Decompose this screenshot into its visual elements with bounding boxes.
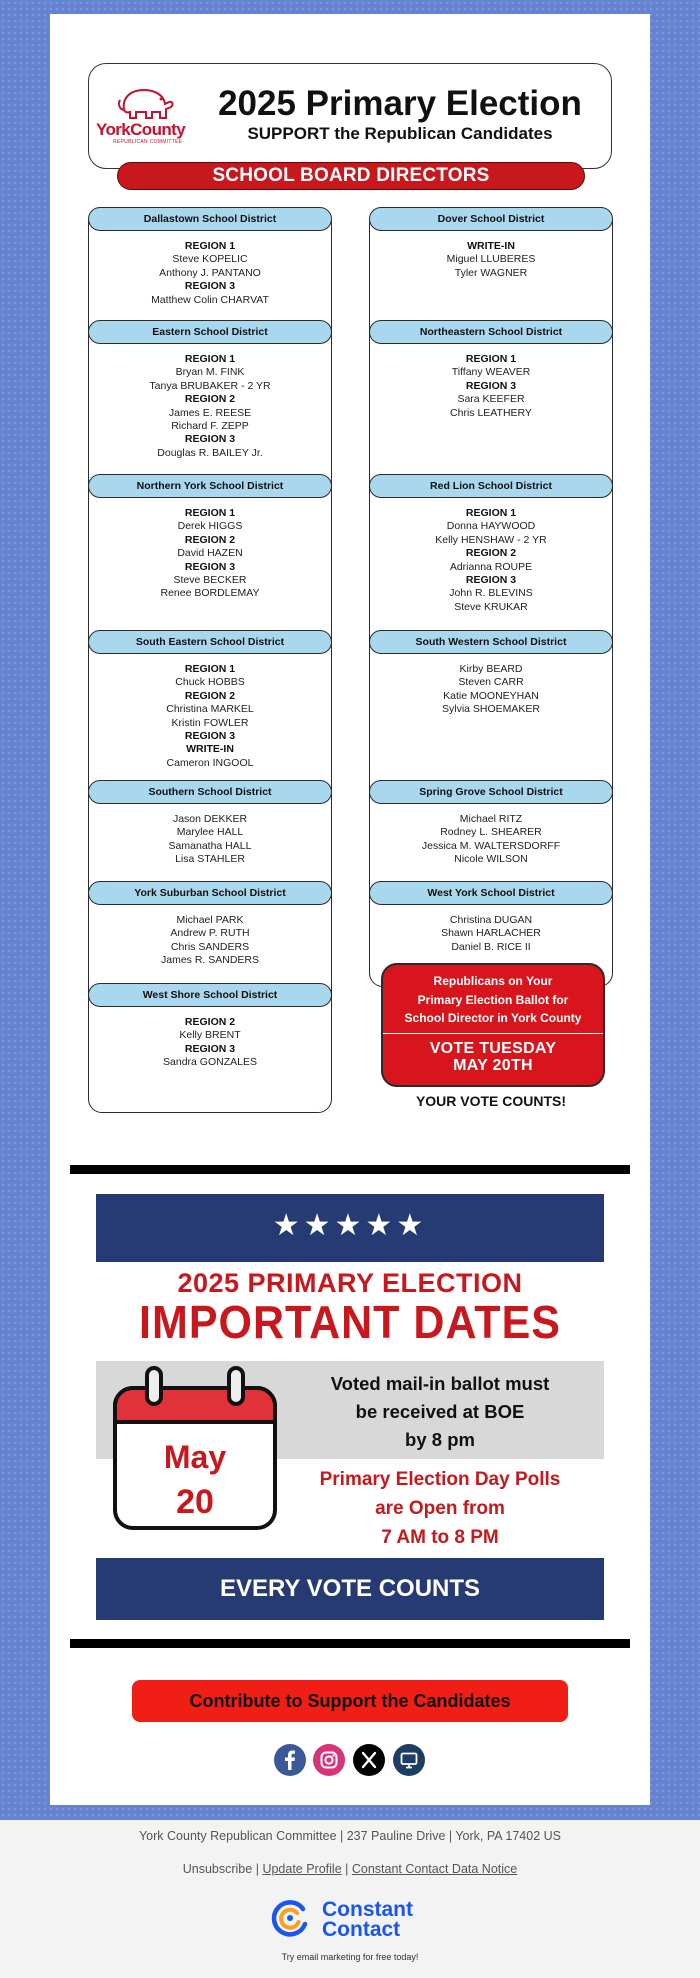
footer-links (0, 1862, 700, 1876)
district-candidates (369, 663, 613, 717)
elephant-icon (116, 84, 176, 122)
candidate-name: Tanya BRUBAKER - 2 YR (149, 379, 271, 392)
district-candidates (369, 507, 613, 614)
district-candidates (369, 353, 613, 420)
calendar-day: 20 (176, 1483, 214, 1521)
candidate-name: Derek HIGGS (177, 520, 243, 533)
candidate-name: Steven CARR (458, 676, 524, 689)
region-label: REGION 1 (184, 663, 236, 675)
candidate-name: Steve BECKER (173, 574, 247, 587)
candidate-name: Chuck HOBBS (175, 676, 245, 689)
candidate-name: David HAZEN (177, 547, 243, 560)
candidate-name: John R. BLEVINS (449, 587, 533, 600)
logo-text: YorkCounty (96, 120, 186, 139)
stars-icon: ★★★★★ (272, 1209, 428, 1242)
your-vote-counts-text: YOUR VOTE COUNTS! (415, 1093, 567, 1109)
candidate-name: Steve KOPELIC (172, 253, 248, 266)
candidate-name: Kelly BRENT (179, 1029, 241, 1042)
district-name-pill: West Shore School District (88, 983, 332, 1007)
candidate-name: Samanatha HALL (168, 839, 252, 852)
page-title: 2025 Primary Election (218, 84, 582, 123)
divider-bar-top (70, 1165, 630, 1174)
district-name-pill: West York School District (369, 881, 613, 905)
candidate-name: Sylvia SHOEMAKER (441, 703, 541, 716)
calendar-icon (113, 1366, 279, 1530)
region-label: WRITE-IN (186, 743, 234, 756)
region-label: REGION 2 (184, 393, 236, 406)
polls-open-text: Primary Election Day Polls are Open from 7 AM to 8 PM (319, 1469, 561, 1548)
region-label: REGION 1 (184, 353, 236, 365)
region-label: REGION 2 (184, 1016, 236, 1028)
district-candidates (88, 240, 332, 307)
district-name-pill: Dover School District (369, 207, 613, 231)
candidate-name: Jessica M. WALTERSDORFF (421, 839, 561, 852)
calendar-month: May (163, 1439, 227, 1475)
district-name-pill: York Suburban School District (88, 881, 332, 905)
region-label: REGION 2 (184, 689, 236, 702)
candidate-name: Kirby BEARD (459, 663, 523, 675)
candidate-name: Shawn HARLACHER (441, 927, 541, 940)
candidate-name: Katie MOONEYHAN (443, 689, 539, 702)
candidate-name: Sara KEEFER (457, 393, 525, 406)
candidate-name: Renee BORDLEMAY (160, 587, 260, 600)
footer-separator: | (345, 1862, 352, 1876)
candidate-name: Douglas R. BAILEY Jr. (157, 446, 263, 459)
region-label: REGION 3 (184, 730, 236, 743)
region-label: REGION 3 (465, 379, 517, 392)
candidate-name: Christina MARKEL (166, 703, 254, 716)
candidate-name: Michael RITZ (459, 813, 523, 825)
candidate-name: Anthony J. PANTANO (159, 266, 261, 279)
candidate-name: Nicole WILSON (454, 853, 528, 866)
website-icon[interactable] (393, 1744, 425, 1776)
region-label: REGION 2 (184, 533, 236, 546)
candidate-name: James R. SANDERS (160, 954, 260, 967)
district-name-pill: Northern York School District (88, 474, 332, 498)
footer-address: York County Republican Committee | 237 Pauline Drive | York, PA 17402 US (138, 1829, 561, 1843)
district-name-pill: South Western School District (369, 630, 613, 654)
district-candidates (88, 914, 332, 968)
vote-callout-card (381, 963, 605, 1087)
region-label: REGION 3 (184, 433, 236, 446)
district-candidates (88, 813, 332, 867)
region-label: REGION 1 (184, 240, 236, 252)
district-candidates (88, 507, 332, 601)
district-candidates (88, 1016, 332, 1070)
section-title-bar: SCHOOL BOARD DIRECTORS (117, 162, 585, 190)
district-candidates (369, 813, 613, 867)
district-name-pill: Southern School District (88, 780, 332, 804)
unsubscribe-link[interactable]: Unsubscribe (182, 1862, 253, 1876)
region-label: REGION 3 (184, 280, 236, 293)
york-county-logo (96, 84, 196, 148)
candidate-name: Tyler WAGNER (454, 266, 528, 279)
candidate-name: Cameron INGOOL (166, 756, 254, 769)
region-label: REGION 3 (184, 560, 236, 573)
region-label: WRITE-IN (467, 240, 515, 252)
candidate-name: Chris SANDERS (170, 940, 250, 953)
district-candidates (88, 663, 332, 770)
region-label: REGION 2 (465, 547, 517, 560)
region-label: REGION 3 (184, 1042, 236, 1055)
candidate-name: Tiffany WEAVER (451, 366, 531, 379)
constant-contact-brand[interactable]: Constant Contact (322, 1898, 413, 1941)
candidate-name: Matthew Colin CHARVAT (151, 293, 269, 306)
dates-title-line2: IMPORTANT DATES (139, 1297, 561, 1349)
district-name-pill: Dallastown School District (88, 207, 332, 231)
district-name-pill: South Eastern School District (88, 630, 332, 654)
candidate-name: Lisa STAHLER (175, 853, 245, 866)
facebook-icon[interactable] (274, 1744, 306, 1776)
region-label: REGION 3 (465, 574, 517, 587)
update-profile-link[interactable]: Update Profile (262, 1862, 342, 1876)
candidate-name: Richard F. ZEPP (171, 420, 249, 433)
candidate-name: Chris LEATHERY (450, 406, 532, 419)
district-name-pill: Red Lion School District (369, 474, 613, 498)
candidate-name: Daniel B. RICE II (451, 940, 531, 953)
constant-contact-tagline[interactable]: Try email marketing for free today! (281, 1952, 419, 1962)
candidate-name: Michael PARK (176, 914, 244, 926)
every-vote-counts-banner: EVERY VOTE COUNTS (96, 1558, 604, 1620)
x-icon[interactable] (353, 1744, 385, 1776)
district-name-pill: Eastern School District (88, 320, 332, 344)
candidate-name: Andrew P. RUTH (170, 927, 250, 940)
candidate-name: Adrianna ROUPE (449, 560, 533, 573)
region-label: REGION 1 (184, 507, 236, 519)
candidate-name: James E. REESE (168, 406, 252, 419)
district-candidates (88, 353, 332, 460)
district-candidates (369, 914, 613, 954)
callout-text: Republicans on Your Primary Election Ballot for School Director in York County (404, 974, 582, 1025)
contribute-button[interactable]: Contribute to Support the Candidates (132, 1680, 568, 1722)
logo-subtext: REPUBLICAN COMMITTEE (113, 139, 183, 145)
footer-separator: | (255, 1862, 263, 1876)
district-name-pill: Spring Grove School District (369, 780, 613, 804)
candidate-name: Jason DEKKER (172, 813, 248, 825)
dates-title-line1: 2025 PRIMARY ELECTION (177, 1268, 523, 1298)
candidate-name: Christina DUGAN (449, 914, 533, 926)
divider-bar-bottom (70, 1639, 630, 1648)
candidate-name: Rodney L. SHEARER (440, 826, 542, 839)
candidate-name: Sandra GONZALES (163, 1056, 257, 1069)
candidate-name: Kristin FOWLER (171, 716, 249, 729)
region-label: REGION 1 (465, 353, 517, 365)
page-subtitle: SUPPORT the Republican Candidates (247, 124, 553, 143)
callout-divider (383, 1033, 603, 1034)
candidate-name: Marylee HALL (176, 826, 244, 839)
candidate-name: Steve KRUKAR (454, 600, 528, 613)
district-name-pill: Northeastern School District (369, 320, 613, 344)
constant-contact-logo-icon[interactable] (270, 1898, 310, 1938)
vote-date-text: VOTE TUESDAY MAY 20TH (429, 1040, 557, 1074)
candidate-name: Miguel LLUBERES (446, 253, 536, 266)
region-label: REGION 1 (465, 507, 517, 519)
mail-in-text: Voted mail-in ballot must be received at BOE by 8 pm (330, 1373, 550, 1450)
candidate-name: Donna HAYWOOD (446, 520, 536, 533)
candidate-name: Kelly HENSHAW - 2 YR (435, 533, 547, 546)
data-notice-link[interactable]: Constant Contact Data Notice (351, 1862, 518, 1876)
instagram-icon[interactable] (313, 1744, 345, 1776)
candidate-name: Bryan M. FINK (175, 366, 245, 379)
district-candidates (369, 240, 613, 280)
